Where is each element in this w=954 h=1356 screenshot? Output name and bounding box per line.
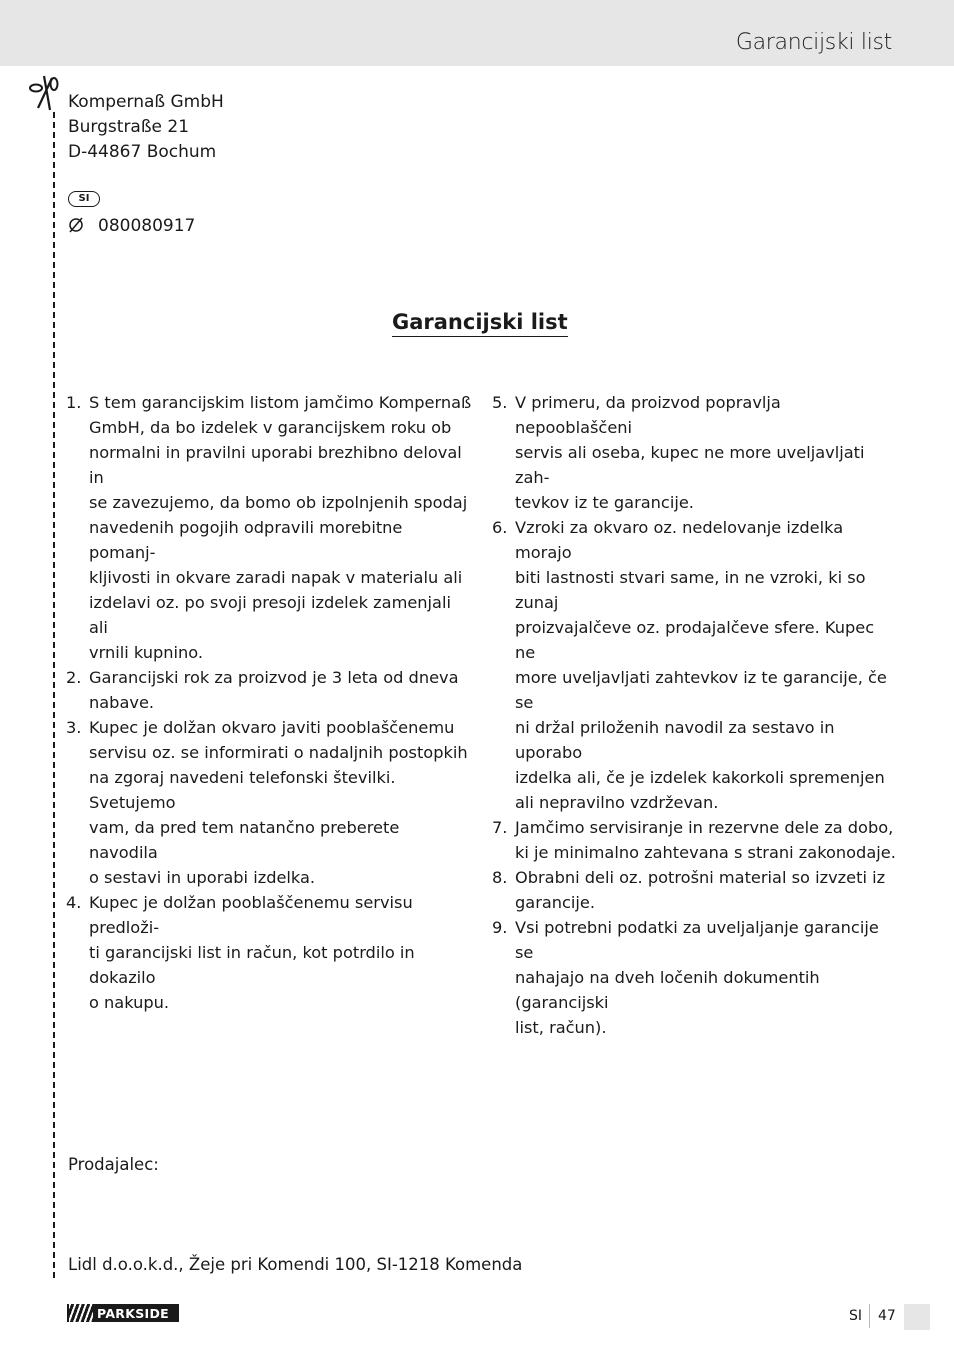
terms-item-number: 7. (492, 818, 508, 837)
terms-item-text (515, 390, 898, 515)
terms-item (66, 665, 472, 715)
terms-left-column (66, 390, 472, 1015)
terms-line: nabave. (89, 693, 155, 712)
terms-item-number: 4. (66, 893, 82, 912)
page-number: 47 (878, 1308, 896, 1324)
terms-line: vam, da pred tem natančno preberete navodila (89, 818, 400, 862)
terms-line: Obrabni deli oz. potrošni material so izvzeti iz (515, 868, 886, 887)
terms-line: servisu oz. se informirati o nadaljnih postopkih (89, 743, 468, 762)
terms-line: proizvajalčeve oz. prodajalčeve sfere. Kupec ne (515, 618, 875, 662)
terms-item (492, 390, 898, 515)
terms-line: normalni in pravilni uporabi brezhibno deloval in (89, 443, 462, 487)
terms-item-text (515, 865, 898, 915)
terms-line: izdelka ali, če je izdelek kakorkoli spremenjen (515, 768, 885, 787)
terms-line: vrnili kupnino. (89, 643, 204, 662)
phone-row (68, 214, 195, 239)
terms-right-column (492, 390, 898, 1040)
terms-item-text (515, 515, 898, 815)
terms-item (492, 815, 898, 865)
terms-line: tevkov iz te garancije. (515, 493, 694, 512)
terms-line: V primeru, da proizvod popravlja nepooblaščeni (515, 393, 781, 437)
terms-item-text (515, 815, 898, 865)
terms-line: izdelavi oz. po svoji presoji izdelek zamenjali ali (89, 593, 451, 637)
footer-divider (869, 1304, 870, 1328)
terms-line: o nakupu. (89, 993, 170, 1012)
terms-item-number: 1. (66, 393, 82, 412)
terms-line: Kupec je dolžan okvaro javiti pooblaščenemu (89, 718, 455, 737)
terms-line: ki je minimalno zahtevana s strani zakonodaje. (515, 843, 896, 862)
terms-item-text (515, 915, 898, 1040)
terms-item-number: 3. (66, 718, 82, 737)
terms-item-text (89, 890, 472, 1015)
terms-item-number: 8. (492, 868, 508, 887)
terms-item-number: 2. (66, 668, 82, 687)
terms-line: navedenih pogojih odpravili morebitne pomanj- (89, 518, 403, 562)
cut-line (53, 112, 55, 1278)
terms-line: ni držal priloženih navodil za sestavo in uporabo (515, 718, 835, 762)
terms-item-number: 9. (492, 918, 508, 937)
terms-item (492, 865, 898, 915)
terms-item (492, 915, 898, 1040)
terms-line: Kupec je dolžan pooblaščenemu servisu predloži- (89, 893, 413, 937)
terms-line: garancije. (515, 893, 596, 912)
terms-item (66, 890, 472, 1015)
terms-line: ali nepravilno vzdrževan. (515, 793, 719, 812)
terms-item-text (89, 390, 472, 665)
terms-line: Jamčimo servisiranje in rezervne dele za dobo, (515, 818, 894, 837)
terms-line: S tem garancijskim listom jamčimo Kompernaß (89, 393, 472, 412)
terms-line: list, račun). (515, 1018, 607, 1037)
address-line: Burgstraße 21 (68, 117, 190, 137)
terms-line: biti lastnosti stvari same, in ne vzroki, ki so zunaj (515, 568, 866, 612)
terms-line: kljivosti in okvare zaradi napak v materialu ali (89, 568, 463, 587)
terms-line: Garancijski rok za proizvod je 3 leta od dneva (89, 668, 459, 687)
section-title: Garancijski list (392, 310, 568, 337)
manufacturer-address (68, 90, 224, 165)
phone-icon (68, 214, 94, 239)
terms-line: servis ali oseba, kupec ne more uveljavljati zah- (515, 443, 865, 487)
terms-line: se zavezujemo, da bomo ob izpolnjenih spodaj (89, 493, 468, 512)
terms-line: ti garancijski list in račun, kot potrdilo in dokazilo (89, 943, 415, 987)
seller-label: Prodajalec: (68, 1155, 159, 1174)
terms-item (66, 390, 472, 665)
terms-line: Vsi potrebni podatki za uveljaljanje garancije se (515, 918, 879, 962)
page-header-title: Garancijski list (735, 30, 892, 55)
lidl-address: Lidl d.o.o.k.d., Žeje pri Komendi 100, SI-1218 Komenda (68, 1255, 523, 1274)
address-line: D-44867 Bochum (68, 142, 217, 162)
phone-number: 080080917 (98, 216, 196, 236)
terms-item-number: 6. (492, 518, 508, 537)
footer-box (904, 1304, 930, 1330)
terms-item (492, 515, 898, 815)
terms-line: Vzroki za okvaro oz. nedelovanje izdelka morajo (515, 518, 844, 562)
logo-text: PARKSIDE (97, 1305, 169, 1321)
terms-line: o sestavi in uporabi izdelka. (89, 868, 316, 887)
footer-language: SI (849, 1308, 863, 1324)
address-line: Kompernaß GmbH (68, 92, 224, 112)
terms-item-text (89, 665, 472, 715)
parkside-logo (67, 1304, 179, 1322)
terms-line: nahajajo na dveh ločenih dokumentih (garancijski (515, 968, 820, 1012)
terms-item-number: 5. (492, 393, 508, 412)
terms-line: more uveljavljati zahtevkov iz te garancije, če se (515, 668, 887, 712)
country-badge: SI (68, 191, 100, 207)
logo-stripes-icon (69, 1304, 93, 1322)
scissors-icon (28, 74, 60, 114)
terms-item-text (89, 715, 472, 890)
terms-item (66, 715, 472, 890)
terms-line: GmbH, da bo izdelek v garancijskem roku ob (89, 418, 452, 437)
terms-line: na zgoraj navedeni telefonski številki. Svetujemo (89, 768, 396, 812)
